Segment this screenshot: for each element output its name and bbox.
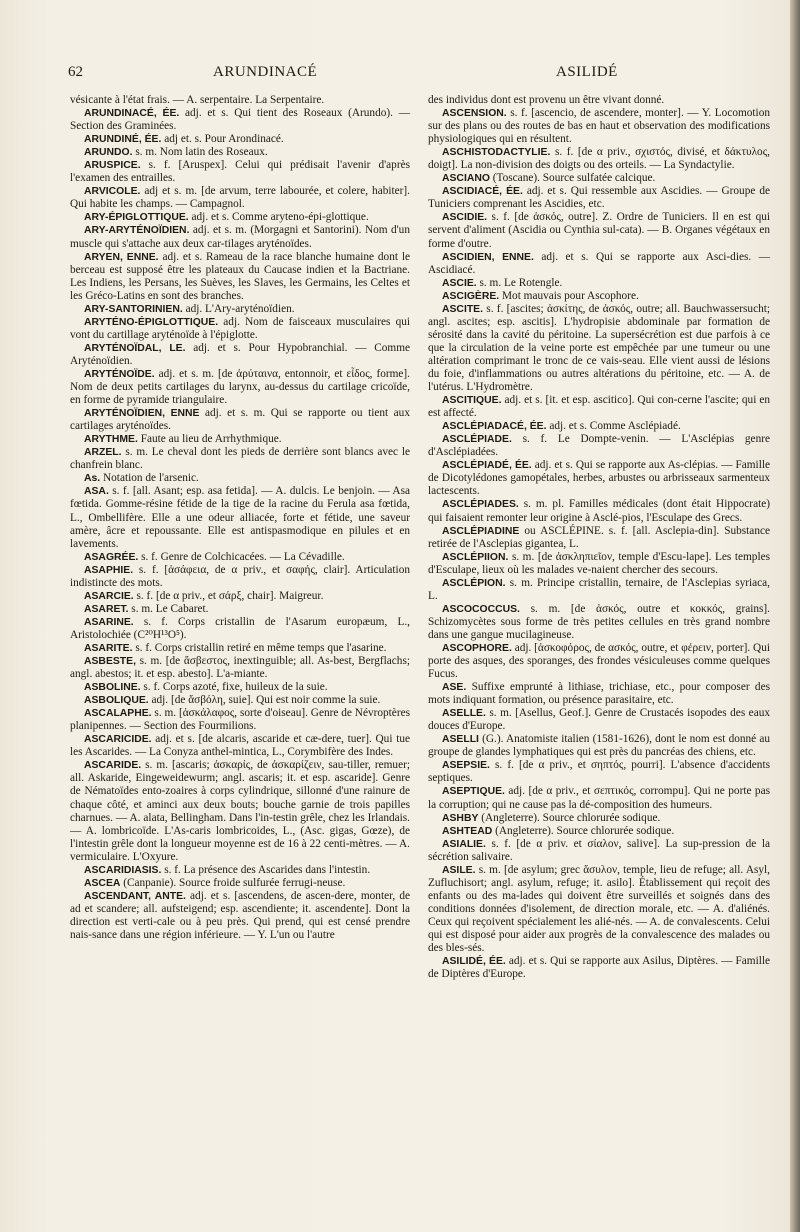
entry-headword: ASBOLINE.: [84, 682, 141, 694]
dictionary-entry: [428, 433, 770, 459]
page-number: 62: [68, 64, 83, 80]
entry-definition: s. f. Corps cristallin de l'Asarum europæum, L., Aristolochiée (C²⁰H¹³O⁵).: [70, 615, 410, 641]
entry-definition: s. f. [de α priv. et σίαλον, salive]. La sup-pression de la sécrétion salivaire.: [428, 837, 770, 863]
dictionary-entry: [70, 707, 410, 733]
entry-headword: ASCIGÈRE.: [442, 290, 500, 302]
dictionary-entry: [428, 146, 770, 172]
dictionary-entry: [428, 838, 770, 864]
entry-headword: ASCENSION.: [442, 108, 507, 120]
entry-headword: ASAPHIE.: [84, 564, 134, 576]
entry-definition: vésicante à l'état frais. — A. serpentaire. La Serpentaire.: [70, 94, 325, 106]
entry-definition: adj. et s. Pour Hypobranchial. — Comme Aryténoïdien.: [70, 341, 410, 367]
entry-definition: s. f. [Aruspex]. Celui qui prédisait l'avenir d'après l'examen des entrailles.: [70, 159, 410, 185]
entry-headword: ASEPSIE.: [442, 760, 490, 772]
entry-definition: Mot mauvais pour Ascophore.: [502, 289, 639, 302]
dictionary-entry: [70, 733, 410, 759]
dictionary-entry: [70, 616, 410, 642]
entry-headword: ARVICOLE.: [84, 186, 141, 198]
entry-headword: ARUNDO.: [84, 147, 133, 159]
entry-headword: ASARET.: [84, 603, 129, 615]
dictionary-entry: [70, 316, 410, 342]
entry-headword: ARUSPICE.: [84, 160, 141, 172]
entry-definition: s. m. [Asellus, Geof.]. Genre de Crustacés isopodes des eaux douces d'Europe.: [428, 707, 771, 733]
dictionary-entry: [70, 146, 410, 159]
entry-definition: adj. et s. Qui se rapporte aux As-clépias. — Famille de Dicotylédones gamopétales, herbes, arbustes ou arbrisseaux sarmenteux lactescents.: [428, 459, 770, 498]
entry-headword: ARYTÉNOÏDAL, LE.: [84, 342, 186, 354]
dictionary-entry: [70, 224, 410, 250]
entry-definition: s. m. [de ἀσκός, outre et κοκκός, grains]. Schizomycètes sous forme de très petites cellules en très grand nombre dans une gangue mucilagineuse.: [428, 602, 770, 641]
entry-definition: adj et s. m. [de arvum, terre labourée, et colere, habiter]. Qui habite les champs. — Campagnol.: [70, 185, 410, 211]
dictionary-entry: [428, 864, 770, 955]
entry-definition: adj. et s. Rameau de la race blanche humaine dont le berceau est supposé être les plateaux du Caucase indien et la Bactriane. Les Indiens, les Persans, les Suèves, les Slaves, les Germains, les Celtes et les Gréco-Latins en sont des branches.: [70, 250, 411, 302]
entry-definition: s. f. Le Dompte-venin. — L'Asclépias genre d'Asclépiadées.: [428, 433, 770, 459]
dictionary-entry: [428, 812, 770, 825]
dictionary-entry: [428, 94, 770, 107]
entry-headword: ARYEN, ENNE.: [84, 251, 159, 263]
dictionary-entry: [70, 251, 410, 303]
entry-definition: adj. et s. Qui tient des Roseaux (Arundo). — Section des Graminées.: [70, 107, 410, 133]
entry-headword: ASILE.: [442, 864, 476, 876]
entry-headword: ASIALIE.: [442, 838, 486, 850]
dictionary-entry: [70, 94, 410, 107]
dictionary-entry: [70, 603, 410, 616]
entry-headword: ASCARIDIASIS.: [84, 864, 162, 876]
entry-definition: adj. et s. [it. et esp. ascitico]. Qui con-cerne l'ascite; qui en est affecté.: [428, 394, 770, 420]
dictionary-entry: [428, 577, 770, 603]
dictionary-entry: [70, 433, 410, 446]
entry-definition: Suffixe emprunté à lithiase, trichiase, etc., pour composer des mots indiquant formation, ou présence parasitaire, etc.: [428, 681, 770, 707]
entry-headword: ARZEL.: [84, 447, 122, 459]
dictionary-entry: [70, 551, 410, 564]
entry-definition: s. f. Corps cristallin retiré en même temps que l'asarine.: [135, 641, 387, 654]
entry-headword: ASCLÉPIADINE: [442, 525, 520, 537]
dictionary-entry: [428, 551, 770, 577]
entry-headword: ASCLÉPIADÉ, ÉE.: [442, 460, 532, 472]
entry-definition: s. f. [de ἀσκός, outre]. Z. Ordre de Tuniciers. Il en est qui servent d'aliment (Ascidia ou Cynthia sul-cata). — B. Organes végétaux en forme d'outre.: [428, 211, 771, 250]
entry-headword: ASCIE.: [442, 277, 477, 289]
dictionary-entry: [428, 394, 770, 420]
dictionary-entry: [70, 877, 410, 890]
entry-headword: ARYTÉNOÏDE.: [84, 368, 155, 380]
entry-headword: ASBOLIQUE.: [84, 695, 149, 707]
entry-headword: ASELLE.: [442, 708, 486, 720]
entry-definition: s. m. Le Cabaret.: [131, 602, 209, 615]
entry-definition: s. m. [de ἄσβεστος, inextinguible; all. As-best, Bergflachs; angl. abestos; it. et esp. abesto]. L'a-miante.: [70, 655, 410, 681]
right-column: [428, 94, 770, 981]
entry-headword: ARYTHME.: [84, 434, 138, 446]
entry-definition: (Toscane). Source sulfatée calcique.: [492, 172, 656, 185]
dictionary-entry: [70, 368, 410, 407]
entry-definition: adj. [ἀσκοφόρος, de ασκός, outre, et φέρειν, porter]. Qui porte des asques, des sporanges, des frondes vésiculeuses comme quelques Fucus.: [428, 641, 770, 681]
entry-definition: s. m. Nom latin des Roseaux.: [135, 146, 268, 159]
dictionary-entry: [70, 407, 410, 433]
entry-definition: (Angleterre). Source chlorurée sodique.: [481, 811, 661, 824]
entry-definition: s. f. Corps azoté, fixe, huileux de la suie.: [143, 681, 328, 694]
entry-headword: As.: [84, 473, 101, 485]
entry-definition: (Angleterre). Source chlorurée sodique.: [495, 824, 675, 837]
left-column: [70, 94, 410, 942]
dictionary-entry: [70, 485, 410, 550]
entry-definition: adj. [de ἄσβόλη, suie]. Qui est noir comme la suie.: [151, 694, 381, 707]
book-spine-edge: [790, 0, 800, 1232]
dictionary-entry: [70, 446, 410, 472]
dictionary-entry: [428, 681, 770, 707]
entry-headword: ASCARICIDE.: [84, 734, 152, 746]
entry-definition: adj. et s. m. Qui se rapporte ou tient aux cartilages aryténoïdes.: [70, 407, 410, 433]
dictionary-entry: [70, 890, 410, 942]
dictionary-entry: [428, 107, 770, 146]
dictionary-entry: [428, 459, 770, 498]
dictionary-entry: [428, 277, 770, 290]
dictionary-entry: [70, 107, 410, 133]
entry-definition: Notation de l'arsenic.: [103, 472, 199, 485]
entry-headword: ASCEA: [84, 877, 121, 889]
entry-headword: ARYTÉNO-ÉPIGLOTTIQUE.: [84, 316, 219, 328]
dictionary-entry: [428, 420, 770, 433]
dictionary-entry: [428, 211, 770, 250]
entry-definition: adj. [de α priv., et σεπτικός, corrompu]. Qui ne porte pas la corruption; qui ne cause pas la dé-composition des humeurs.: [428, 785, 770, 811]
dictionary-entry: [428, 498, 770, 524]
dictionary-entry: [428, 759, 770, 785]
entry-definition: adj. et s. Qui ressemble aux Ascidies. — Groupe de Tuniciers comprenant les Ascidies, etc.: [428, 185, 770, 211]
dictionary-entry: [70, 472, 410, 485]
entry-definition: adj. et s. Comme aryteno-épi-glottique.: [191, 211, 369, 224]
dictionary-entry: [70, 185, 410, 211]
entry-headword: ASARINE.: [84, 616, 134, 628]
dictionary-entry: [70, 681, 410, 694]
entry-definition: s. f. [ascites; ἀσκίτης, de ἀσκός, outre; all. Bauchwassersucht; angl. ascites; esp. ascitis]. L'hydropisie abdominale par formation de sérosité dans la cavité du péritoine. La supersécrétion est due parfois à ce que la circulation de la veine porte est empêchée par une tumeur ou une altération comprimant le tronc de ce vais-seau. Elle vient aussi de lésions du foie, d'inflammations ou autres altérations du péritoine, etc. — A. de l'utérus. L'Hydromètre.: [428, 302, 771, 394]
entry-definition: s. m. Le cheval dont les pieds de derrière sont blancs avec le chanfrein blanc.: [70, 446, 410, 472]
entry-definition: adj. et s. Qui se rapporte aux Asilus, Diptères. — Famille de Diptères d'Europe.: [428, 955, 771, 981]
dictionary-entry: [428, 785, 770, 811]
entry-definition: ou ASCLÉPINE. s. f. [all. Asclepia-din]. Substance retirée de l'Asclepias gigantea, L.: [428, 524, 770, 550]
dictionary-entry: [70, 564, 410, 590]
entry-headword: ASELLI: [442, 734, 479, 746]
dictionary-entry: [428, 303, 770, 394]
entry-definition: (G.). Anatomiste italien (1581-1626), dont le nom est donné au groupe de glandes lymphatiques qui est près du pancréas des chiens, etc.: [428, 733, 770, 759]
entry-definition: s. f. [ἀσάφεια, de α priv., et σαφής, clair]. Articulation indistincte des mots.: [70, 563, 410, 589]
dictionary-entry: [70, 342, 410, 368]
entry-headword: ASCOCOCCUS.: [442, 603, 520, 615]
dictionary-entry: [70, 303, 410, 316]
entry-headword: ASCIDIEN, ENNE.: [442, 251, 534, 263]
entry-headword: ASCITIQUE.: [442, 395, 502, 407]
entry-definition: s. m. Principe cristallin, ternaire, de l'Asclepias syriaca, L.: [428, 576, 771, 602]
entry-headword: ASCALAPHE.: [84, 708, 152, 720]
entry-headword: ASCLÉPIION.: [442, 551, 509, 563]
entry-definition: s. f. Genre de Colchicacées. — La Cévadille.: [141, 550, 345, 563]
dictionary-entry: [428, 251, 770, 277]
entry-headword: ARY-SANTORINIEN.: [84, 303, 183, 315]
entry-definition: s. f. La présence des Ascarides dans l'intestin.: [164, 863, 371, 876]
entry-headword: ASCLÉPIADE.: [442, 434, 512, 446]
entry-definition: adj. et s. [ascendens, de ascen-dere, monter, de ad et scandere; all. aufsteigend; esp. ascendiente; it. ascendente]. Dont la direction est verti-cale ou à peu près. Qui prend, qui est censé prendre nais-sance dans une région inférieure. — Y. L'un ou l'autre: [70, 889, 410, 941]
entry-headword: ASCIDIE.: [442, 212, 488, 224]
entry-headword: ARY-ÉPIGLOTTIQUE.: [84, 212, 189, 224]
entry-headword: ASE.: [442, 682, 467, 694]
dictionary-entry: [70, 590, 410, 603]
entry-headword: ASHBY: [442, 812, 479, 824]
entry-definition: s. f. [de α priv., et σάρξ, chair]. Maigreur.: [136, 589, 324, 602]
entry-definition: adj. et s. Comme Asclépiadé.: [549, 420, 681, 433]
entry-headword: ASARITE.: [84, 642, 133, 654]
entry-headword: ASCLÉPION.: [442, 577, 506, 589]
entry-headword: ASBESTE,: [84, 656, 136, 668]
entry-headword: ASHTEAD: [442, 825, 493, 837]
entry-headword: ARUNDINACÉ, ÉE.: [84, 108, 180, 120]
entry-definition: s. m. [ἀσκάλαφος, sorte d'oiseau]. Genre de Névroptères planipennes. — Section des Fourmilions.: [70, 707, 410, 733]
entry-headword: ARYTÉNOÏDIEN, ENNE: [84, 408, 200, 420]
entry-headword: ASILIDÉ, ÉE.: [442, 956, 506, 968]
entry-definition: s. m. pl. Familles médicales (dont était Hippocrate) qui faisaient remonter leur origine à Asclé-pios, l'Esculape des Grecs.: [428, 498, 770, 524]
entry-definition: adj. et s. m. (Morgagni et Santorini). Nom d'un muscle qui s'attache aux deux car-tilages aryténoïdes.: [70, 224, 410, 250]
entry-headword: ASAGRÉE.: [84, 551, 139, 563]
dictionary-entry: [70, 159, 410, 185]
dictionary-entry: [70, 133, 410, 146]
entry-definition: adj. et s. m. [de ἀρύταινα, entonnoir, et εἶδος, forme]. Nom de deux petits cartilages du larynx, au-dessus du cartilage cricoïde, en forme de pyramide triangulaire.: [70, 367, 411, 407]
dictionary-entry: [428, 642, 770, 681]
left-guide-word: ARUNDINACÉ: [213, 64, 318, 80]
dictionary-entry: [70, 759, 410, 863]
dictionary-entry: [428, 185, 770, 211]
entry-definition: adj. L'Ary-aryténoïdien.: [185, 302, 295, 315]
dictionary-entry: [70, 211, 410, 224]
entry-headword: ASCLÉPIADACÉ, ÉE.: [442, 421, 547, 433]
entry-headword: ASCENDANT, ANTE.: [84, 890, 186, 902]
entry-definition: s. m. [de asylum; grec ἄσυλον, temple, lieu de refuge; all. Asyl, Zufluchisort; angl. asylum, refuge; it. asilo]. Établissement qui reçoit des enfants ou des ma-lades qui doivent être surveillés et soignés dans des conditions données d'isolement, de direction morale, etc. — A. d'aliénés. Ceux qui reçoivent spécialement les alié-nés. — A. de convalescents. Celui qui est disposé pour aider aux progrès de la convalescence des malades ou des bles-sés.: [428, 863, 770, 955]
entry-definition: s. m. [de ἀσκληπιεῖον, temple d'Escu-lape]. Les temples d'Esculape, lieux où les malades ve-naient chercher des secours.: [428, 550, 770, 576]
entry-headword: ASCOPHORE.: [442, 642, 512, 654]
dictionary-entry: [428, 525, 770, 551]
entry-headword: ASCHISTODACTYLIE.: [442, 147, 551, 159]
entry-definition: (Canpanie). Source froide sulfurée ferrugi-neuse.: [123, 876, 346, 889]
entry-headword: ASARCIE.: [84, 590, 134, 602]
dictionary-entry: [428, 172, 770, 185]
dictionary-entry: [70, 694, 410, 707]
entry-headword: ARUNDINÉ, ÉE.: [84, 134, 162, 146]
dictionary-entry: [428, 603, 770, 642]
dictionary-entry: [428, 707, 770, 733]
entry-definition: s. m. [ascaris; ἀσκαρίς, de ἀσκαρίζειν, sau-tiller, remuer; all. Askaride, Eingeweidewurm; angl. ascaris; it. et esp. ascaride]. Genre de Nématoïdes ento-zoaires à corps cylindrique, sillonné d'une rainure de chaque côté, et aminci aux deux bouts; bouche garnie de trois papilles charnues. — A. alata, Bellingham. Dans l'in-testin grêle, chez les Irlandais. — A. lombricoïde. L'As-caris lombricoides, L., (Asc. gigas, Gœze), de l'intestin grêle dont la longueur moyenne est de 16 à 22 centi-mètres. — A. vermiculaire. L'Oxyure.: [70, 759, 410, 863]
dictionary-entry: [70, 864, 410, 877]
entry-headword: ASA.: [84, 486, 109, 498]
dictionary-entry: [70, 642, 410, 655]
dictionary-entry: [428, 733, 770, 759]
running-head: [68, 64, 768, 86]
dictionary-entry: [70, 655, 410, 681]
dictionary-entry: [428, 825, 770, 838]
dictionary-entry: [428, 290, 770, 303]
entry-headword: ASCIANO: [442, 173, 490, 185]
entry-definition: adj. et s. [de alcaris, ascaride et cæ-dere, tuer]. Qui tue les Ascarides. — La Conyza anthel-mintica, L., Corymbifère des Indes.: [70, 733, 411, 759]
entry-definition: s. f. [ascencio, de ascendere, monter]. — Y. Locomotion sur des plans ou des routes de bas en haut et observation des modifications physiologiques qui en résultent.: [428, 107, 770, 146]
entry-headword: ARY-ARYTÉNOÏDIEN.: [84, 225, 190, 237]
right-guide-word: ASILIDÉ: [556, 64, 618, 80]
entry-definition: Faute au lieu de Arrhythmique.: [140, 433, 282, 446]
entry-headword: ASEPTIQUE.: [442, 786, 505, 798]
entry-definition: adj. Nom de faisceaux musculaires qui vont du cartillage aryténoïde à l'épiglotte.: [70, 315, 411, 341]
entry-definition: s. f. [all. Asant; esp. asa fetida]. — A. dulcis. Le benjoin. — Asa fœtida. Gomme-résine fétide de la tige de la racine du Ferula asa fœtida, L., Ombellifère. Elle a une odeur alliacée, forte et fétide, une saveur amère, âcre et repoussante. Elle est antispasmodique en pilules et en lavements.: [70, 485, 410, 550]
entry-definition: s. m. Le Rotengle.: [479, 276, 563, 289]
entry-definition: des individus dont est provenu un être vivant donné.: [428, 94, 665, 106]
entry-definition: s. f. [de α priv., et σηπτός, pourri]. L'absence d'accidents septiques.: [428, 759, 770, 785]
entry-definition: adj et. s. Pour Arondinacé.: [164, 133, 284, 146]
entry-definition: adj. et s. Qui se rapporte aux Asci-dies. — Ascidiacé.: [428, 250, 771, 276]
dictionary-entry: [428, 955, 770, 981]
entry-headword: ASCIDIACÉ, ÉE.: [442, 186, 523, 198]
entry-definition: s. f. [de α priv., σχιστός, divisé, et δάκτυλος, doigt]. La non-division des doigts ou des orteils. — La Syndactylie.: [428, 146, 771, 172]
entry-headword: ASCARIDE.: [84, 760, 142, 772]
entry-headword: ASCLÉPIADES.: [442, 499, 519, 511]
entry-headword: ASCITE.: [442, 303, 483, 315]
